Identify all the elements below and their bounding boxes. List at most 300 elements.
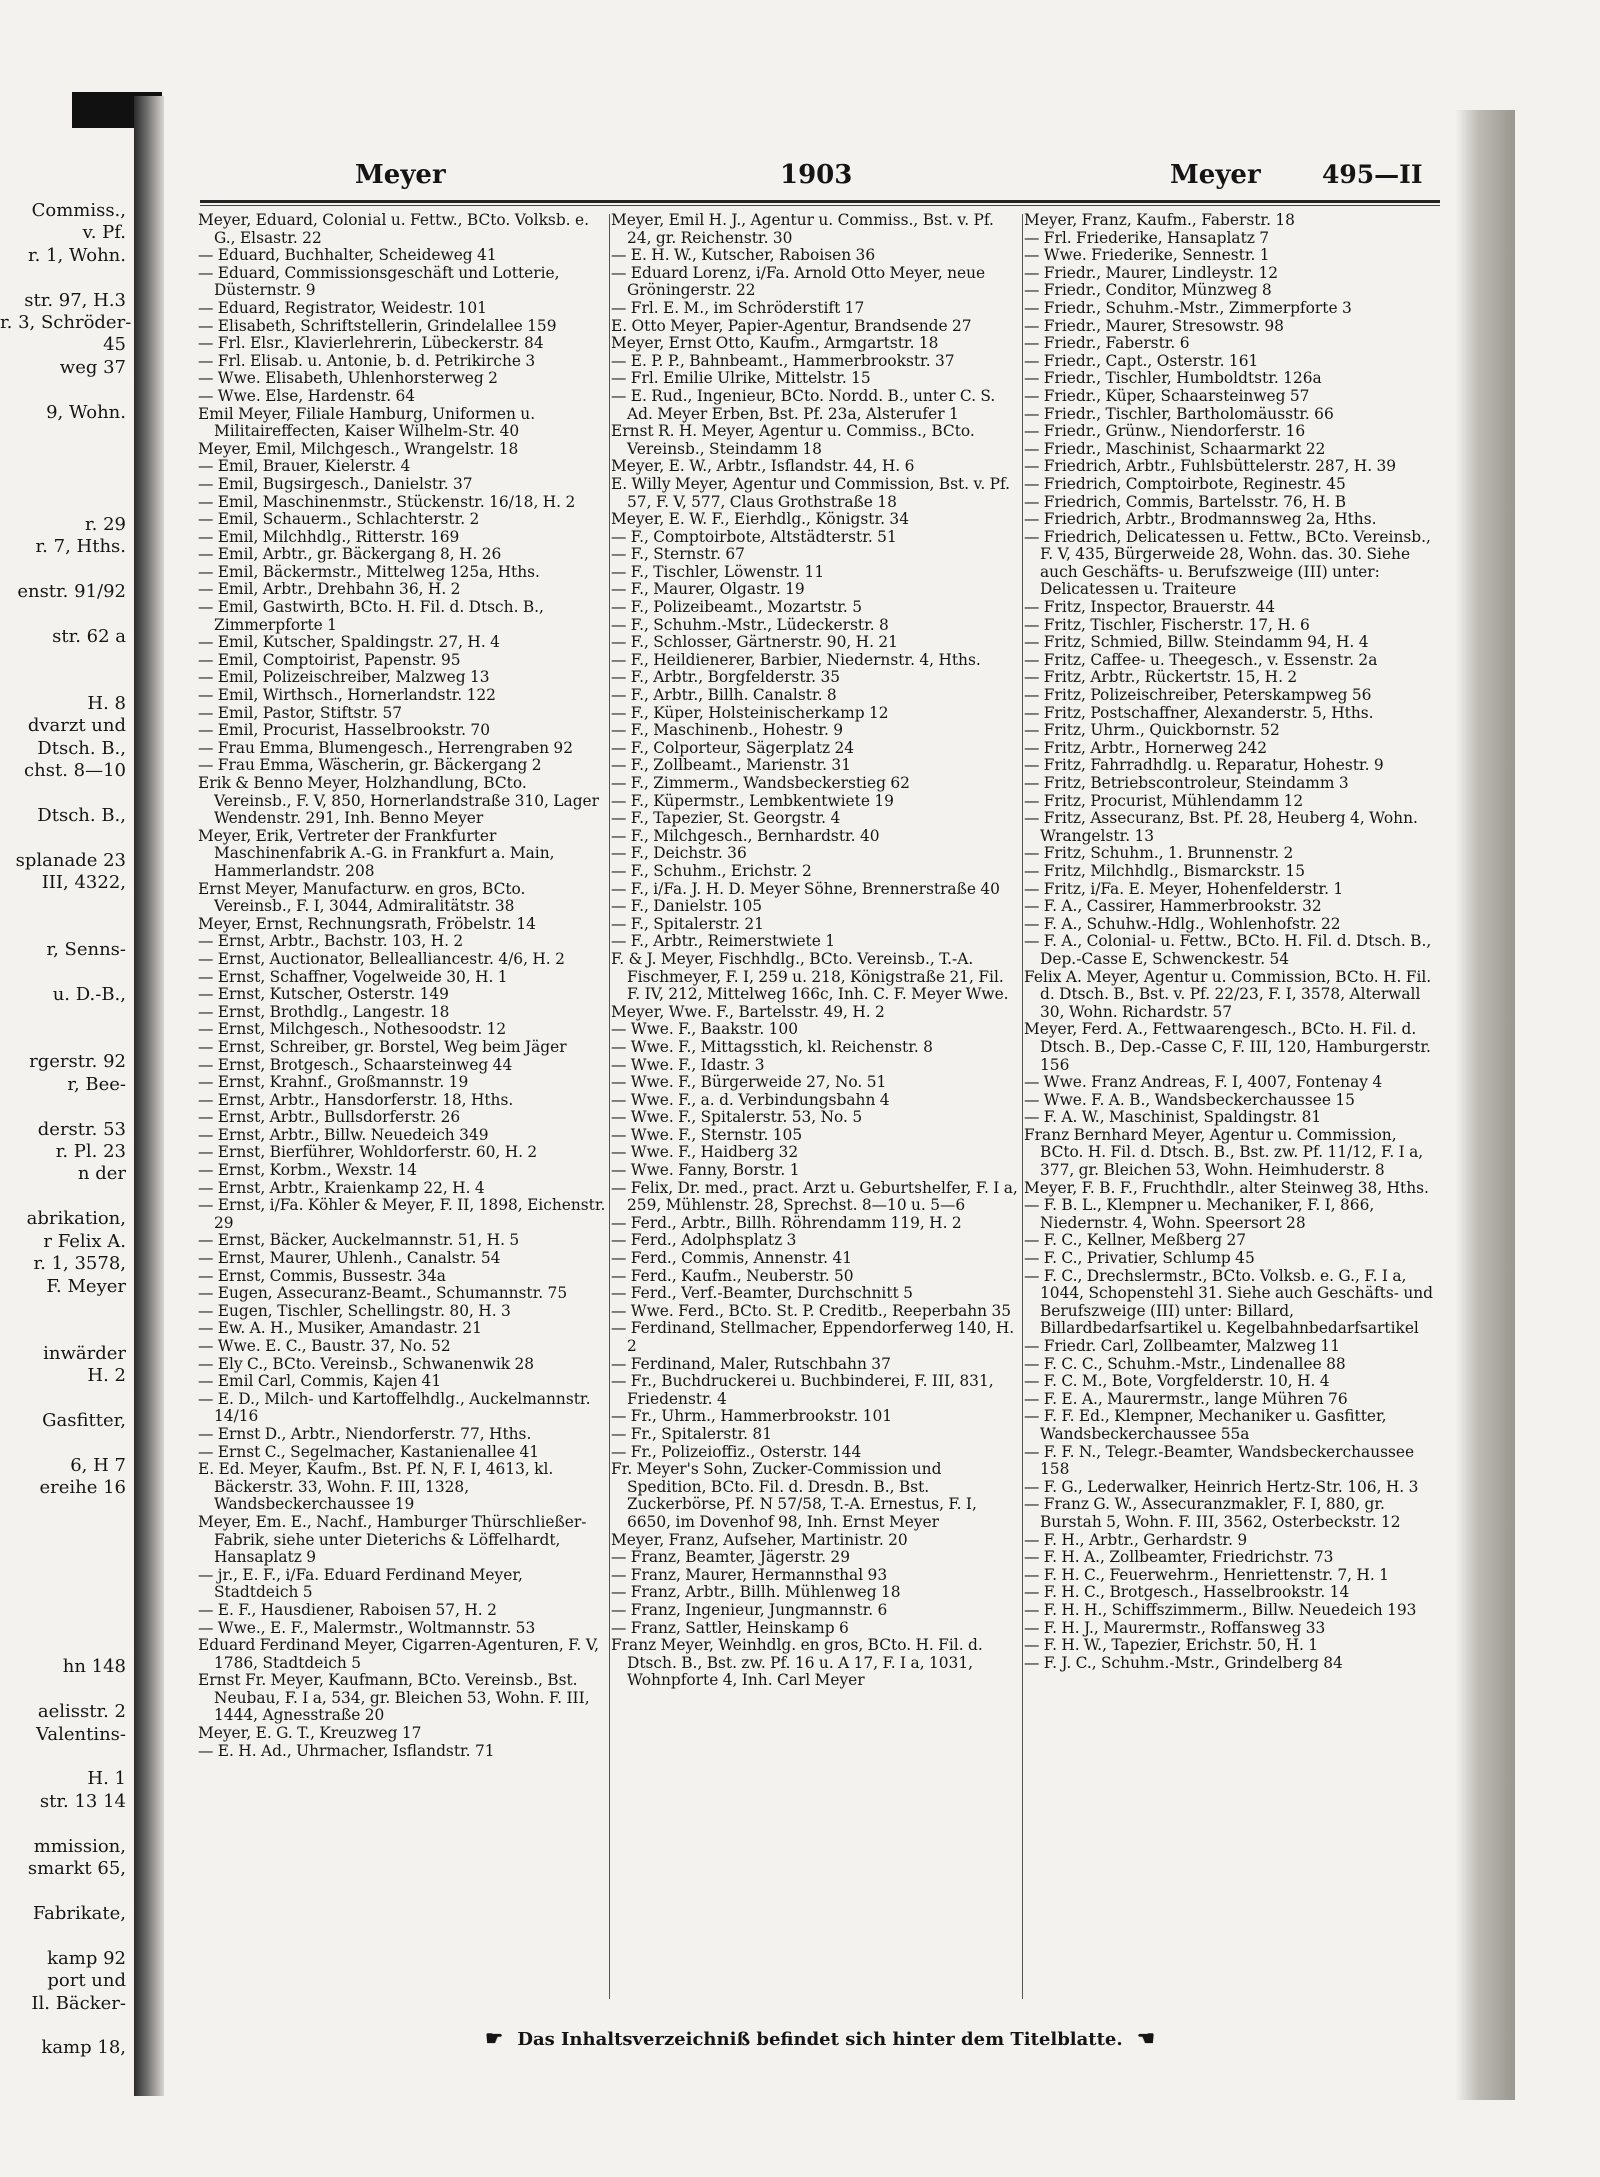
directory-entry: — Fritz, Schmied, Billw. Steindamm 94, H. 4 <box>1024 633 1369 652</box>
directory-entry: — Ferdinand, Stellmacher, Eppendorferweg 140, H. 2 <box>611 1319 1015 1355</box>
facing-page-line <box>0 469 132 491</box>
facing-page-line: r. 1, Wohn. <box>28 244 126 266</box>
directory-entry: — Franz, Maurer, Hermannsthal 93 <box>611 1565 888 1584</box>
facing-page-line <box>0 1589 132 1611</box>
directory-entry: — Emil, Arbtr., Drehbahn 36, H. 2 <box>198 580 461 599</box>
directory-entry: — Ernst, Bierführer, Wohldorferstr. 60, H. 2 <box>198 1143 538 1162</box>
directory-entry: — Fritz, Arbtr., Hornerweg 242 <box>1024 738 1267 757</box>
directory-entry: Meyer, Ernst, Rechnungsrath, Fröbelstr. 14 <box>198 914 536 933</box>
facing-page-line: str. 62 a <box>52 625 126 647</box>
directory-entry: — Ernst, Brothdlg., Langestr. 18 <box>198 1002 450 1021</box>
header-year: 1903 <box>780 160 853 190</box>
directory-entry: Meyer, Emil, Milchgesch., Wrangelstr. 18 <box>198 439 519 458</box>
directory-entry: — F., Sternstr. 67 <box>611 545 745 564</box>
directory-entry: — Ferd., Kaufm., Neuberstr. 50 <box>611 1266 854 1285</box>
facing-page-line: Fabrikate, <box>32 1902 126 1924</box>
facing-page-line: r. 3, Schröder- <box>0 312 132 334</box>
facing-page-line: ereihe 16 <box>39 1477 126 1499</box>
facing-page-line: H. 2 <box>87 1365 126 1387</box>
directory-entry: — Wwe. F., Sternstr. 105 <box>611 1125 803 1144</box>
facing-page-line: F. Meyer <box>46 1275 126 1297</box>
facing-page-line: str. 13 14 <box>39 1790 126 1812</box>
facing-page-line: r, Senns- <box>46 939 126 961</box>
directory-entry: — F. A., Schuhw.-Hdlg., Wohlenhofstr. 22 <box>1024 914 1341 933</box>
directory-entry: — Ernst, Schaffner, Vogelweide 30, H. 1 <box>198 967 508 986</box>
directory-entry: — Emil, Procurist, Hasselbrookstr. 70 <box>198 721 491 740</box>
directory-entry: — Wwe. F., Spitalerstr. 53, No. 5 <box>611 1108 863 1127</box>
facing-page-fragment <box>0 200 132 2059</box>
facing-page-line: kamp 18, <box>41 2037 126 2059</box>
page-header <box>200 160 1440 196</box>
directory-entry: Fr. Meyer's Sohn, Zucker-Commission und Spedition, BCto. Fil. d. Dresdn. B., Bst. Zuckerbörse, Pf. N 57/58, T.-A. Ernestus, F. I, 6650, im Dovenhof 98, Inh. Ernst Meyer <box>611 1460 977 1531</box>
directory-entry: — Ernst C., Segelmacher, Kastanienallee 41 <box>198 1442 540 1461</box>
directory-entry: E. Ed. Meyer, Kaufm., Bst. Pf. N, F. I, 4613, kl. Bäckerstr. 33, Wohn. F. III, 1328, Wandsbeckerchaussee 19 <box>198 1460 554 1514</box>
directory-entry: — Ernst, Auctionator, Bellealliancestr. 4/6, H. 2 <box>198 949 565 968</box>
directory-entry: — Ernst, Bäcker, Auckelmannstr. 51, H. 5 <box>198 1231 520 1250</box>
page-edge-shadow <box>1455 110 1515 2100</box>
directory-entry: — F. H. H., Schiffszimmerm., Billw. Neuedeich 193 <box>1024 1600 1417 1619</box>
directory-entry: — F. A., Colonial- u. Fettw., BCto. H. Fil. d. Dtsch. B., Dep.-Casse E, Schwenckestr. 54 <box>1024 932 1432 968</box>
column-2 <box>611 212 1019 2012</box>
directory-entry: — Wwe. Franz Andreas, F. I, 4007, Fontenay 4 <box>1024 1073 1383 1092</box>
pointing-hand-icon: ☚ <box>1136 2026 1155 2050</box>
facing-page-line <box>0 1612 132 1634</box>
facing-page-line <box>0 648 132 670</box>
directory-entry: — Emil, Bugsirgesch., Danielstr. 37 <box>198 474 473 493</box>
directory-entry: Meyer, Wwe. F., Bartelsstr. 49, H. 2 <box>611 1002 885 1021</box>
facing-page-line <box>0 1679 132 1701</box>
directory-entry: Meyer, E. W. F., Eierhdlg., Königstr. 34 <box>611 510 909 529</box>
facing-page-line: mmission, <box>33 1835 126 1857</box>
pointing-hand-icon: ☛ <box>485 2026 504 2050</box>
header-rule-thin <box>200 205 1440 206</box>
directory-entry: — F. H. C., Feuerwehrm., Henriettenstr. 7, H. 1 <box>1024 1565 1389 1584</box>
directory-entry: — Friedrich, Arbtr., Fuhlsbüttelerstr. 287, H. 39 <box>1024 457 1397 476</box>
directory-entry: — F., Arbtr., Borgfelderstr. 35 <box>611 668 841 687</box>
directory-entry: Erik & Benno Meyer, Holzhandlung, BCto. Vereinsb., F. V, 850, Hornerlandstraße 310, Lager Wendenstr. 291, Inh. Benno Meyer <box>198 774 600 828</box>
directory-entry: — F. H. J., Maurermstr., Roffansweg 33 <box>1024 1618 1326 1637</box>
directory-entry: — F., Küper, Holsteinischerkamp 12 <box>611 703 889 722</box>
directory-entry: — Eduard Lorenz, i/Fa. Arnold Otto Meyer, neue Gröningerstr. 22 <box>611 263 986 300</box>
directory-entry: — Ernst, Krahnf., Großmannstr. 19 <box>198 1073 469 1092</box>
directory-entry: Meyer, Eduard, Colonial u. Fettw., BCto. Volksb. e. G., Elsastr. 22 <box>198 211 589 247</box>
directory-entry: — F. F. N., Telegr.-Beamter, Wandsbeckerchaussee 158 <box>1024 1442 1415 1479</box>
directory-entry: — Franz G. W., Assecuranzmakler, F. I, 880, gr. Burstah 5, Wohn. F. III, 3562, Osterbeckstr. 12 <box>1024 1495 1401 1531</box>
directory-entry: — Eduard, Buchhalter, Scheideweg 41 <box>198 246 497 265</box>
directory-entry: — Ernst, i/Fa. Köhler & Meyer, F. II, 1898, Eichenstr. 29 <box>198 1196 606 1232</box>
facing-page-line: u. D.-B., <box>52 984 126 1006</box>
directory-entry: — F., Maschinenb., Hohestr. 9 <box>611 721 844 740</box>
directory-entry: — Wwe. F., Haidberg 32 <box>611 1143 799 1162</box>
facing-page-line <box>0 446 132 468</box>
directory-entry: — Wwe. F., a. d. Verbindungsbahn 4 <box>611 1090 890 1109</box>
directory-entry: — Friedr., Faberstr. 6 <box>1024 334 1190 353</box>
facing-page-line <box>0 1388 132 1410</box>
directory-entry: — F. G., Lederwalker, Heinrich Hertz-Str. 106, H. 3 <box>1024 1477 1419 1496</box>
header-right-word: Meyer <box>1170 160 1261 190</box>
directory-entry: — Ew. A. H., Musiker, Amandastr. 21 <box>198 1319 482 1338</box>
facing-page-line: v. Pf. <box>82 222 126 244</box>
facing-page-line: splanade 23 <box>15 849 126 871</box>
directory-entry: — Friedr., Maurer, Lindleystr. 12 <box>1024 263 1279 282</box>
directory-entry: — Ferd., Verf.-Beamter, Durchschnitt 5 <box>611 1284 913 1303</box>
directory-entry: Franz Meyer, Weinhdlg. en gros, BCto. H. Fil. d. Dtsch. B., Bst. zw. Pf. 16 u. A 17, F. I a, 1031, Wohnpforte 4, Inh. Carl Meyer <box>611 1636 983 1690</box>
facing-page-line <box>0 267 132 289</box>
directory-entry: — Ferd., Commis, Annenstr. 41 <box>611 1249 853 1268</box>
header-rule <box>200 200 1440 203</box>
directory-entry: — F., Küpermstr., Lembkentwiete 19 <box>611 791 894 810</box>
directory-entry: — Fritz, Postschaffner, Alexanderstr. 5, Hths. <box>1024 703 1374 722</box>
directory-entry: — Frl. Friederike, Hansaplatz 7 <box>1024 228 1270 247</box>
directory-entry: — Wwe. E. C., Baustr. 37, No. 52 <box>198 1337 451 1355</box>
directory-entry: Meyer, Em. E., Nachf., Hamburger Thürschließer-Fabrik, siehe unter Dieterichs & Löffelhardt, Hansaplatz 9 <box>198 1512 587 1567</box>
directory-entry: Ernst R. H. Meyer, Agentur u. Commiss., BCto. Vereinsb., Steindamm 18 <box>611 422 975 458</box>
directory-entry: — Ernst, Schreiber, gr. Borstel, Weg beim Jäger <box>198 1037 567 1056</box>
directory-entry: — Eugen, Tischler, Schellingstr. 80, H. 3 <box>198 1301 511 1320</box>
directory-entry: — F., Maurer, Olgastr. 19 <box>611 580 805 599</box>
facing-page-line <box>0 424 132 446</box>
directory-entry: — E. H. Ad., Uhrmacher, Isflandstr. 71 <box>198 1741 495 1760</box>
page-number: 495—II <box>1322 160 1423 189</box>
directory-entry: — Friedr., Conditor, Münzweg 8 <box>1024 281 1272 300</box>
directory-entry: — Fritz, Betriebscontroleur, Steindamm 3 <box>1024 774 1349 792</box>
facing-page-line: aelisstr. 2 <box>37 1701 126 1723</box>
directory-entry: — Eduard, Commissionsgeschäft und Lotterie, Düsternstr. 9 <box>198 263 560 300</box>
directory-entry: Meyer, E. W., Arbtr., Isflandstr. 44, H. 6 <box>611 457 915 476</box>
facing-page-line: str. 97, H.3 <box>24 289 126 311</box>
directory-entry: — Fritz, Assecuranz, Bst. Pf. 28, Heuberg 4, Wohn. Wrangelstr. 13 <box>1024 809 1418 845</box>
directory-entry: F. & J. Meyer, Fischhdlg., BCto. Vereinsb., T.-A. Fischmeyer, F. I, 259 u. 218, Königstraße 21, Fil. F. IV, 212, Mittelweg 166c, Inh. C. F. Meyer Wwe. <box>611 949 1009 1004</box>
facing-page-line: Dtsch. B., <box>37 804 126 826</box>
directory-entry: — Fritz, Fahrradhdlg. u. Reparatur, Hohestr. 9 <box>1024 756 1384 775</box>
directory-entry: — Wwe. F. A. B., Wandsbeckerchaussee 15 <box>1024 1090 1355 1109</box>
directory-entry: — Eugen, Assecuranz-Beamt., Schumannstr. 75 <box>198 1284 568 1303</box>
directory-entry: — Friedrich, Comptoirbote, Reginestr. 45 <box>1024 474 1346 493</box>
directory-entry: — F. B. L., Klempner u. Mechaniker, F. I, 866, Niedernstr. 4, Wohn. Speersort 28 <box>1024 1196 1375 1232</box>
directory-entry: Felix A. Meyer, Agentur u. Commission, BCto. H. Fil. d. Dtsch. B., Bst. v. Pf. 22/23, F. I, 3578, Alterwall 30, Wohn. Richardstr. 57 <box>1024 967 1432 1021</box>
directory-entry: — Ernst, Arbtr., Bullsdorferstr. 26 <box>198 1108 461 1127</box>
directory-entry: — F., Schuhm., Erichstr. 2 <box>611 861 812 880</box>
directory-entry: — Fritz, Inspector, Brauerstr. 44 <box>1024 598 1276 617</box>
directory-entry: — Ernst, Milchgesch., Nothesoodstr. 12 <box>198 1020 507 1039</box>
directory-entry: — F., Arbtr., Reimerstwiete 1 <box>611 932 836 951</box>
directory-entry: — Friedr., Schuhm.-Mstr., Zimmerpforte 3 <box>1024 298 1352 317</box>
facing-page-line: r, Bee- <box>67 1073 126 1095</box>
directory-entry: — Frau Emma, Wäscherin, gr. Bäckergang 2 <box>198 756 542 775</box>
facing-page-line <box>0 1320 132 1342</box>
facing-page-line <box>0 917 132 939</box>
facing-page-line: r. Pl. 23 <box>55 1141 126 1163</box>
directory-entry: — Friedrich, Arbtr., Brodmannsweg 2a, Hths. <box>1024 510 1377 529</box>
directory-entry: — Wwe. Elisabeth, Uhlenhorsterweg 2 <box>198 369 498 388</box>
directory-entry: Meyer, Franz, Kaufm., Faberstr. 18 <box>1024 211 1295 229</box>
directory-entry: — F., Milchgesch., Bernhardstr. 40 <box>611 826 880 845</box>
directory-entry: — Fritz, Caffee- u. Theegesch., v. Essenstr. 2a <box>1024 650 1378 669</box>
directory-entry: — Ernst, Commis, Bussestr. 34a <box>198 1266 446 1285</box>
directory-entry: — Friedrich, Delicatessen u. Fettw., BCto. Vereinsb., F. V, 435, Bürgerweide 28, Wohn. das. 30. Siehe auch Geschäfts- u. Berufszweige (III) unter: Delicatessen u. Traiteure <box>1024 527 1431 599</box>
directory-entry: — Emil, Bäckermstr., Mittelweg 125a, Hths. <box>198 562 540 581</box>
directory-entry: — F. H. W., Tapezier, Erichstr. 50, H. 1 <box>1024 1636 1319 1655</box>
facing-page-line <box>0 1544 132 1566</box>
directory-entry: Emil Meyer, Filiale Hamburg, Uniformen u. Militaireffecten, Kaiser Wilhelm-Str. 40 <box>198 404 536 441</box>
facing-page-line <box>0 1746 132 1768</box>
directory-entry: — Ernst, Korbm., Wexstr. 14 <box>198 1161 417 1180</box>
directory-entry: — Wwe. F., Bürgerweide 27, No. 51 <box>611 1073 887 1092</box>
directory-entry: — F., Zimmerm., Wandsbeckerstieg 62 <box>611 774 910 792</box>
directory-entry: — Ernst, Kutscher, Osterstr. 149 <box>198 985 449 1004</box>
directory-entry: — Fritz, Tischler, Fischerstr. 17, H. 6 <box>1024 615 1310 634</box>
facing-page-line <box>0 671 132 693</box>
facing-page-line: enstr. 91/92 <box>17 580 126 602</box>
facing-page-line <box>0 1522 132 1544</box>
directory-columns <box>198 212 1438 2012</box>
directory-entry: — Emil, Pastor, Stiftstr. 57 <box>198 703 403 722</box>
directory-entry: — Frl. Elisab. u. Antonie, b. d. Petrikirche 3 <box>198 351 536 370</box>
directory-entry: — F. C., Kellner, Meßberg 27 <box>1024 1231 1247 1250</box>
directory-entry: — Emil Carl, Commis, Kajen 41 <box>198 1372 442 1391</box>
column-1 <box>198 212 606 2012</box>
directory-entry: — Emil, Milchhdlg., Ritterstr. 169 <box>198 527 460 546</box>
directory-entry: — F., Schlosser, Gärtnerstr. 90, H. 21 <box>611 633 898 652</box>
facing-page-line: Valentins- <box>36 1723 126 1745</box>
directory-entry: — F. C. C., Schuhm.-Mstr., Lindenallee 88 <box>1024 1354 1346 1373</box>
directory-entry: — Friedr., Maschinist, Schaarmarkt 22 <box>1024 439 1326 458</box>
directory-entry: — F. H., Arbtr., Gerhardstr. 9 <box>1024 1530 1248 1549</box>
facing-page-line: n der <box>77 1163 126 1185</box>
directory-entry: — F. E. A., Maurermstr., lange Mühren 76 <box>1024 1389 1348 1408</box>
directory-entry: — Wwe. F., Mittagsstich, kl. Reichenstr. 8 <box>611 1037 933 1056</box>
directory-entry: — Wwe., E. F., Malermstr., Woltmannstr. 53 <box>198 1618 536 1637</box>
directory-entry: — Friedr., Tischler, Humboldtstr. 126a <box>1024 369 1322 388</box>
facing-page-line: Gasfitter, <box>42 1409 126 1431</box>
facing-page-line: r. 7, Hths. <box>35 536 126 558</box>
directory-entry: — Franz, Sattler, Heinskamp 6 <box>611 1618 849 1637</box>
facing-page-line <box>0 559 132 581</box>
directory-entry: — Franz, Arbtr., Billh. Mühlenweg 18 <box>611 1583 901 1602</box>
directory-entry: — Fr., Uhrm., Hammerbrookstr. 101 <box>611 1407 893 1426</box>
directory-entry: Ernst Fr. Meyer, Kaufmann, BCto. Vereinsb., Bst. Neubau, F. I a, 534, gr. Bleichen 53, Wohn. F. III, 1444, Agnesstraße 20 <box>198 1671 590 1725</box>
directory-entry: — Ferd., Adolphsplatz 3 <box>611 1231 797 1250</box>
directory-entry: — F., Tapezier, St. Georgstr. 4 <box>611 809 841 828</box>
directory-entry: — F. H. C., Brotgesch., Hasselbrookstr. 14 <box>1024 1583 1350 1602</box>
directory-entry: — Fritz, Arbtr., Rückertstr. 15, H. 2 <box>1024 668 1298 687</box>
directory-entry: — F., Arbtr., Billh. Canalstr. 8 <box>611 686 837 705</box>
directory-entry: — F., Comptoirbote, Altstädterstr. 51 <box>611 527 897 546</box>
facing-page-line: H. 1 <box>87 1768 126 1790</box>
facing-page-line <box>0 895 132 917</box>
facing-page-line: inwärder <box>43 1342 126 1364</box>
facing-page-line: r Felix A. <box>43 1230 126 1252</box>
directory-entry: E. Otto Meyer, Papier-Agentur, Brandsende 27 <box>611 316 972 335</box>
directory-entry: — Ernst, Arbtr., Bachstr. 103, H. 2 <box>198 932 464 951</box>
book-gutter <box>134 96 164 2096</box>
facing-page-line: abrikation, <box>26 1208 126 1230</box>
facing-page-line: Il. Bäcker- <box>31 1992 126 2014</box>
directory-entry: — Emil, Wirthsch., Hornerlandstr. 122 <box>198 686 496 705</box>
facing-page-line: kamp 92 <box>47 1947 126 1969</box>
directory-entry: — Franz, Ingenieur, Jungmannstr. 6 <box>611 1600 888 1619</box>
directory-entry: — Wwe. Ferd., BCto. St. P. Creditb., Reeperbahn 35 <box>611 1301 1012 1320</box>
directory-entry: — Elisabeth, Schriftstellerin, Grindelallee 159 <box>198 316 557 335</box>
footer-text: Das Inhaltsverzeichniß befindet sich hinter dem Titelblatte. <box>517 2029 1123 2050</box>
directory-entry: — Friedr., Tischler, Bartholomäusstr. 66 <box>1024 404 1334 423</box>
directory-entry: — F., Spitalerstr. 21 <box>611 914 764 933</box>
directory-entry: — Felix, Dr. med., pract. Arzt u. Geburtshelfer, F. I a, 259, Mühlenstr. 28, Sprechst. 8—10 u. 5—6 <box>611 1178 1018 1215</box>
directory-entry: — Emil, Brauer, Kielerstr. 4 <box>198 457 411 476</box>
column-3 <box>1024 212 1438 2012</box>
facing-page-line: III, 4322, <box>41 872 126 894</box>
directory-entry: — Ernst, Arbtr., Kraienkamp 22, H. 4 <box>198 1178 485 1197</box>
directory-entry: — Wwe. Else, Hardenstr. 64 <box>198 386 416 405</box>
directory-entry: — Fritz, i/Fa. E. Meyer, Hohenfelderstr. 1 <box>1024 879 1344 898</box>
directory-entry: — E. H. W., Kutscher, Raboisen 36 <box>611 246 876 265</box>
directory-entry: — Frl. Emilie Ulrike, Mittelstr. 15 <box>611 369 871 388</box>
facing-page-line: 45 <box>103 334 126 356</box>
directory-entry: — Fr., Buchdruckerei u. Buchbinderei, F. III, 831, Friedenstr. 4 <box>611 1372 994 1408</box>
facing-page-line: Dtsch. B., <box>37 737 126 759</box>
facing-page-line: chst. 8—10 <box>24 760 126 782</box>
facing-page-line <box>0 379 132 401</box>
directory-entry: — F., Danielstr. 105 <box>611 897 763 916</box>
facing-page-line <box>0 962 132 984</box>
facing-page-line: weg 37 <box>59 356 126 378</box>
facing-page-line <box>0 1500 132 1522</box>
header-left-word: Meyer <box>355 160 446 190</box>
directory-entry: — Wwe. Fanny, Borstr. 1 <box>611 1161 800 1180</box>
facing-page-line: r. 29 <box>85 513 126 535</box>
directory-entry: — Emil, Polizeischreiber, Malzweg 13 <box>198 668 490 687</box>
directory-entry: — Emil, Comptoirist, Papenstr. 95 <box>198 650 461 669</box>
directory-entry: — Ernst, Brotgesch., Schaarsteinweg 44 <box>198 1055 513 1074</box>
directory-entry: — Fritz, Milchhdlg., Bismarckstr. 15 <box>1024 861 1305 880</box>
directory-entry: — F., Tischler, Löwenstr. 11 <box>611 562 825 581</box>
directory-entry: — F., Schuhm.-Mstr., Lüdeckerstr. 8 <box>611 615 889 634</box>
facing-page-line: H. 8 <box>87 692 126 714</box>
directory-entry: — F., i/Fa. J. H. D. Meyer Söhne, Brennerstraße 40 <box>611 879 1000 898</box>
directory-entry: — Franz, Beamter, Jägerstr. 29 <box>611 1548 851 1567</box>
directory-entry: — F. C. M., Bote, Vorgfelderstr. 10, H. 4 <box>1024 1372 1330 1391</box>
facing-page-line <box>0 783 132 805</box>
directory-entry: — Fr., Spitalerstr. 81 <box>611 1424 772 1443</box>
directory-entry: Meyer, Erik, Vertreter der Frankfurter Maschinenfabrik A.-G. in Frankfurt a. Main, Hammerlandstr. 208 <box>198 826 555 880</box>
directory-entry: E. Willy Meyer, Agentur und Commission, Bst. v. Pf. 57, F. V, 577, Claus Grothstraße 18 <box>611 474 1011 511</box>
directory-entry: — Friedrich, Commis, Bartelsstr. 76, H. B <box>1024 492 1347 511</box>
directory-entry: — E. D., Milch- und Kartoffelhdlg., Auckelmannstr. 14/16 <box>198 1389 591 1426</box>
directory-entry: Meyer, Emil H. J., Agentur u. Commiss., Bst. v. Pf. 24, gr. Reichenstr. 30 <box>611 211 994 247</box>
directory-entry: — F., Colporteur, Sägerplatz 24 <box>611 738 855 757</box>
directory-entry: — F., Heildienerer, Barbier, Niedernstr. 4, Hths. <box>611 650 981 669</box>
facing-page-line <box>0 1298 132 1320</box>
directory-entry: — Ernst, Arbtr., Hansdorferstr. 18, Hths. <box>198 1090 514 1109</box>
facing-page-line <box>0 1880 132 1902</box>
facing-page-line <box>0 827 132 849</box>
facing-page-line <box>0 491 132 513</box>
facing-page-line: smarkt 65, <box>27 1858 126 1880</box>
directory-entry: — Emil, Gastwirth, BCto. H. Fil. d. Dtsch. B., Zimmerpforte 1 <box>198 598 544 634</box>
footer-note <box>470 2026 1170 2056</box>
facing-page-line: r. 1, 3578, <box>33 1253 126 1275</box>
directory-entry: — Ernst, Arbtr., Billw. Neuedeich 349 <box>198 1125 489 1144</box>
directory-entry: — F. C., Privatier, Schlump 45 <box>1024 1249 1255 1268</box>
directory-entry: — Wwe. F., Idastr. 3 <box>611 1055 765 1074</box>
directory-entry: — jr., E. F., i/Fa. Eduard Ferdinand Meyer, Stadtdeich 5 <box>198 1565 523 1602</box>
directory-entry: — Ernst, Maurer, Uhlenh., Canalstr. 54 <box>198 1249 501 1268</box>
facing-page-line: 9, Wohn. <box>46 401 126 423</box>
directory-entry: — F. A., Cassirer, Hammerbrookstr. 32 <box>1024 897 1322 916</box>
facing-page-line: dvarzt und <box>27 715 126 737</box>
directory-entry: — F. H. A., Zollbeamter, Friedrichstr. 73 <box>1024 1548 1334 1567</box>
facing-page-line: derstr. 53 <box>37 1118 126 1140</box>
directory-entry: — Fritz, Schuhm., 1. Brunnenstr. 2 <box>1024 844 1294 863</box>
directory-entry: Eduard Ferdinand Meyer, Cigarren-Agenturen, F. V, 1786, Stadtdeich 5 <box>198 1636 600 1672</box>
directory-entry: Ernst Meyer, Manufacturw. en gros, BCto. Vereinsb., F. I, 3044, Admiralitätstr. 38 <box>198 879 526 916</box>
directory-entry: — F. A. W., Maschinist, Spaldingstr. 81 <box>1024 1108 1322 1127</box>
facing-page-line: hn 148 <box>62 1656 126 1678</box>
directory-entry: — Friedr., Maurer, Stresowstr. 98 <box>1024 316 1284 335</box>
directory-entry: — Friedr., Grünw., Niendorferstr. 16 <box>1024 422 1306 441</box>
directory-entry: — F. J. C., Schuhm.-Mstr., Grindelberg 84 <box>1024 1653 1343 1672</box>
directory-entry: — F., Zollbeamt., Marienstr. 31 <box>611 756 851 775</box>
facing-page-line <box>0 1813 132 1835</box>
directory-entry: — Fritz, Uhrm., Quickbornstr. 52 <box>1024 721 1280 740</box>
directory-entry: Meyer, Ferd. A., Fettwaarengesch., BCto. H. Fil. d. Dtsch. B., Dep.-Casse C, F. III, 120, Hamburgerstr. 156 <box>1024 1020 1431 1074</box>
facing-page-line: port und <box>47 1970 126 1992</box>
facing-page-line <box>0 603 132 625</box>
facing-page-line: 6, H 7 <box>70 1454 126 1476</box>
directory-entry: — Friedr., Küper, Schaarsteinweg 57 <box>1024 386 1310 405</box>
directory-entry: — Frl. E. M., im Schröderstift 17 <box>611 298 865 317</box>
facing-page-line <box>0 2015 132 2037</box>
directory-entry: — E. F., Hausdiener, Raboisen 57, H. 2 <box>198 1600 497 1619</box>
directory-entry: Meyer, E. G. T., Kreuzweg 17 <box>198 1724 422 1743</box>
directory-entry: — Emil, Arbtr., gr. Bäckergang 8, H. 26 <box>198 545 502 564</box>
directory-entry: — Ernst D., Arbtr., Niendorferstr. 77, Hths. <box>198 1424 532 1443</box>
directory-entry: — Emil, Kutscher, Spaldingstr. 27, H. 4 <box>198 633 500 652</box>
facing-page-line: rgerstr. 92 <box>29 1051 126 1073</box>
directory-entry: Franz Bernhard Meyer, Agentur u. Commission, BCto. H. Fil. d. Dtsch. B., Bst. zw. Pf. 11/12, F. I a, 377, gr. Bleichen 53, Wohn. Heimhuderstr. 8 <box>1024 1125 1424 1180</box>
directory-entry: — Friedr. Carl, Zollbeamter, Malzweg 11 <box>1024 1337 1341 1355</box>
facing-page-line <box>0 1096 132 1118</box>
facing-page-line <box>0 1007 132 1029</box>
directory-entry: — Eduard, Registrator, Weidestr. 101 <box>198 298 487 317</box>
facing-page-line <box>0 1567 132 1589</box>
directory-entry: — Emil, Schauerm., Schlachterstr. 2 <box>198 510 480 529</box>
directory-entry: — F., Deichstr. 36 <box>611 844 747 863</box>
facing-page-line <box>0 1925 132 1947</box>
directory-entry: — Wwe. F., Baakstr. 100 <box>611 1020 799 1039</box>
facing-page-line: Commiss., <box>31 200 126 221</box>
facing-page-line <box>0 1029 132 1051</box>
directory-entry: — Frl. Elsr., Klavierlehrerin, Lübeckerstr. 84 <box>198 334 544 353</box>
directory-entry: — F., Polizeibeamt., Mozartstr. 5 <box>611 598 862 617</box>
directory-entry: — Wwe. Friederike, Sennestr. 1 <box>1024 246 1270 265</box>
directory-entry: Meyer, Franz, Aufseher, Martinistr. 20 <box>611 1530 908 1549</box>
directory-entry: Meyer, Ernst Otto, Kaufm., Armgartstr. 18 <box>611 334 939 353</box>
directory-entry: — Friedr., Capt., Osterstr. 161 <box>1024 351 1259 370</box>
directory-entry: — Fritz, Procurist, Mühlendamm 12 <box>1024 791 1304 810</box>
facing-page-line <box>0 1432 132 1454</box>
directory-entry: — Fr., Polizeioffiz., Osterstr. 144 <box>611 1442 862 1461</box>
directory-entry: — Ferd., Arbtr., Billh. Röhrendamm 119, H. 2 <box>611 1213 962 1232</box>
directory-entry: — F. F. Ed., Klempner, Mechaniker u. Gasfitter, Wandsbeckerchaussee 55a <box>1024 1407 1387 1443</box>
facing-page-line <box>0 1186 132 1208</box>
directory-entry: — Frau Emma, Blumengesch., Herrengraben 92 <box>198 738 574 757</box>
directory-entry: — Ferdinand, Maler, Rutschbahn 37 <box>611 1354 891 1373</box>
facing-page-line <box>0 1634 132 1656</box>
directory-entry: — Fritz, Polizeischreiber, Peterskampweg 56 <box>1024 686 1372 705</box>
directory-entry: — F. C., Drechslermstr., BCto. Volksb. e. G., F. I a, 1044, Schopenstehl 31. Siehe auch Geschäfts- und Berufszweige (III) unter: Billard, Billardbedarfsartikel u. Kegelbahnbedarfsartikel <box>1024 1266 1434 1338</box>
directory-entry: — Emil, Maschinenmstr., Stückenstr. 16/18, H. 2 <box>198 492 576 511</box>
